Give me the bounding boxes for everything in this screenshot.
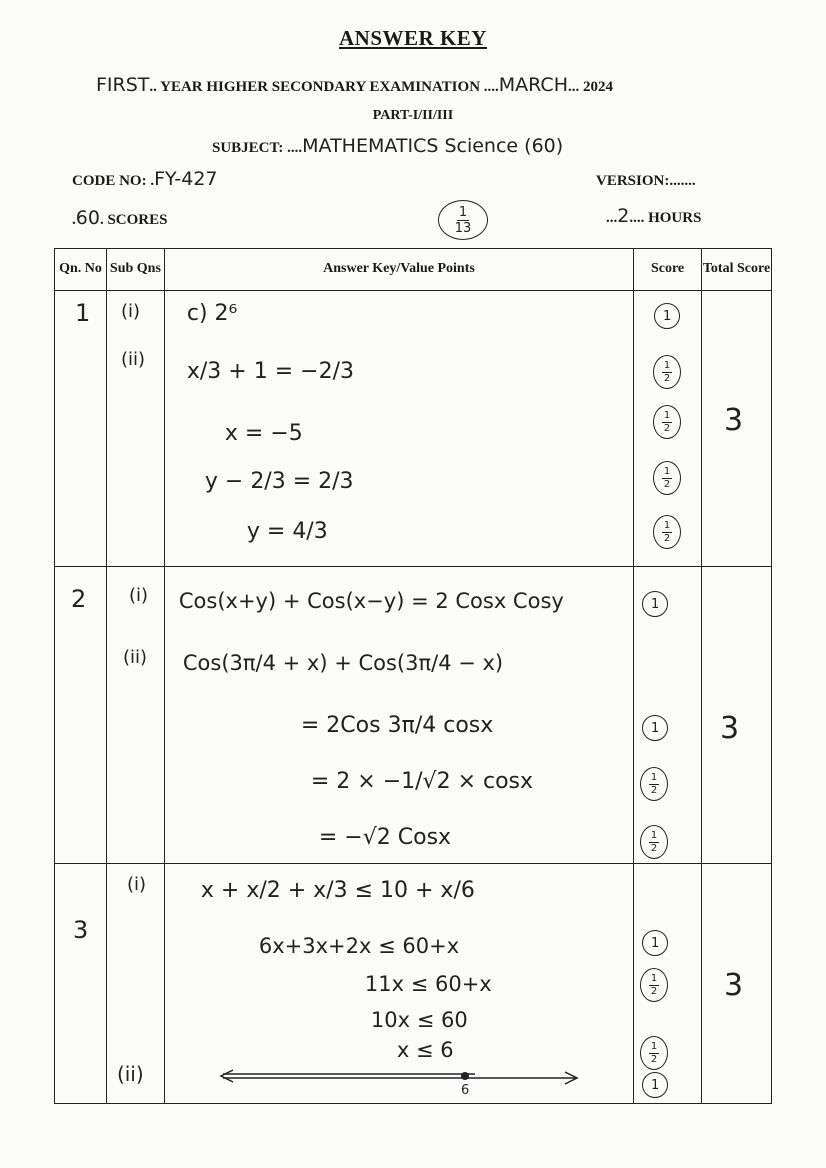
score-mark <box>653 515 681 549</box>
hours-line: ...2.... HOURS <box>606 205 702 227</box>
score-fraction <box>662 411 672 434</box>
page-number-badge <box>438 200 488 240</box>
score-mark <box>640 825 668 859</box>
answer-line: x = −5 <box>224 421 303 446</box>
exam-year: 2024 <box>582 79 613 95</box>
score-mark <box>640 968 668 1002</box>
answer-line: c) 2⁶ <box>186 301 238 326</box>
version-label: VERSION:....... <box>596 173 696 189</box>
code-value: FY-427 <box>154 168 218 190</box>
col-qn-no: Qn. No <box>55 249 107 291</box>
hours-value: 2 <box>617 205 630 227</box>
fraction-denominator: 2 <box>663 372 671 384</box>
score-mark: 1 <box>642 930 668 956</box>
question-number: 1 <box>75 299 91 327</box>
sub-question-label: (ii) <box>122 647 147 668</box>
table-row <box>55 864 772 1104</box>
table-row <box>55 567 772 864</box>
answer-line: Cos(x+y) + Cos(x−y) = 2 Cosx Cosy <box>178 589 564 613</box>
table-header-row <box>55 249 772 291</box>
answer-line: y − 2/3 = 2/3 <box>204 469 354 494</box>
total-score: 3 <box>724 968 744 1003</box>
left-arrow-head <box>221 1070 233 1082</box>
score-fraction <box>649 974 659 997</box>
hours-label: HOURS <box>648 210 702 226</box>
answer-line: 10x ≤ 60 <box>370 1008 468 1032</box>
exam-line: FIRST.. YEAR HIGHER SECONDARY EXAMINATION ....MARCH... 2024 <box>96 74 613 96</box>
answer-line: x + x/2 + x/3 ≤ 10 + x/6 <box>200 878 475 903</box>
col-total-score: Total Score <box>702 249 772 291</box>
fraction-numerator: 1 <box>663 519 671 531</box>
score-mark <box>653 355 681 389</box>
score-mark: 1 <box>642 715 668 741</box>
number-line-label: 6 <box>460 1083 470 1098</box>
scores-line: .60. SCORES <box>72 207 168 229</box>
answer-line: x/3 + 1 = −2/3 <box>186 359 354 384</box>
code-label: CODE NO: <box>72 173 147 189</box>
sub-question-label: (ii) <box>120 349 145 370</box>
subject-value: MATHEMATICS Science (60) <box>302 135 564 157</box>
question-number: 3 <box>73 916 89 944</box>
year-value: FIRST <box>96 74 150 96</box>
total-score: 3 <box>720 711 740 746</box>
page-den: 13 <box>454 220 472 236</box>
fraction-denominator: 2 <box>650 985 658 997</box>
part-label: PART-I/II/III <box>372 108 454 123</box>
closed-point <box>461 1072 469 1080</box>
code-line: CODE NO: .FY-427 <box>72 168 218 190</box>
score-mark <box>653 461 681 495</box>
col-score: Score <box>634 249 702 291</box>
answer-line: 11x ≤ 60+x <box>364 972 492 996</box>
fraction-numerator: 1 <box>650 1040 658 1052</box>
answer-line: y = 4/3 <box>246 519 328 544</box>
fraction-denominator: 2 <box>650 784 658 796</box>
fraction-denominator: 2 <box>663 478 671 490</box>
score-mark: 1 <box>654 303 680 329</box>
table-row <box>55 291 772 567</box>
fraction-numerator: 1 <box>663 359 671 371</box>
fraction-numerator: 1 <box>663 465 671 477</box>
sub-question-label: (i) <box>126 874 146 895</box>
page-num: 1 <box>458 204 468 220</box>
scores-value: 60 <box>75 207 100 229</box>
col-answer-key: Answer Key/Value Points <box>164 249 633 291</box>
score-fraction <box>649 773 659 796</box>
score-fraction <box>662 361 672 384</box>
col-sub-qns: Sub Qns <box>106 249 164 291</box>
fraction-numerator: 1 <box>650 829 658 841</box>
subject-line: SUBJECT: ....MATHEMATICS Science (60) <box>212 135 564 157</box>
score-fraction <box>662 521 672 544</box>
number-line-diagram <box>215 1064 585 1098</box>
page-title: ANSWER KEY <box>339 26 487 50</box>
subject-label: SUBJECT: <box>212 140 284 156</box>
answer-line: = 2 × −1/√2 × cosx <box>310 769 534 794</box>
sub-question-label: (i) <box>128 585 148 606</box>
fraction-numerator: 1 <box>663 409 671 421</box>
answer-line: = −√2 Cosx <box>318 825 452 850</box>
fraction-numerator: 1 <box>650 972 658 984</box>
total-score: 3 <box>724 403 744 438</box>
score-mark: 1 <box>642 591 668 617</box>
score-mark <box>653 405 681 439</box>
fraction-denominator: 2 <box>650 1053 658 1065</box>
scores-label: SCORES <box>107 212 168 228</box>
exam-name: YEAR HIGHER SECONDARY EXAMINATION <box>160 79 481 95</box>
answer-line: x ≤ 6 <box>396 1038 454 1062</box>
sub-question-label: (i) <box>120 301 140 322</box>
score-mark <box>640 767 668 801</box>
fraction-numerator: 1 <box>650 771 658 783</box>
score-fraction <box>662 467 672 490</box>
score-mark <box>640 1036 668 1070</box>
fraction-denominator: 2 <box>663 532 671 544</box>
month-value: MARCH <box>498 74 568 96</box>
answer-key-table <box>54 248 772 1104</box>
answer-line: = 2Cos 3π/4 cosx <box>300 713 494 738</box>
score-fraction <box>649 831 659 854</box>
answer-line: Cos(3π/4 + x) + Cos(3π/4 − x) <box>182 651 504 675</box>
question-number: 2 <box>71 585 87 613</box>
score-mark: 1 <box>642 1072 668 1098</box>
fraction-denominator: 2 <box>650 842 658 854</box>
fraction-denominator: 2 <box>663 422 671 434</box>
sub-question-label: (ii) <box>116 1062 144 1086</box>
score-fraction <box>649 1042 659 1065</box>
answer-line: 6x+3x+2x ≤ 60+x <box>258 934 460 958</box>
